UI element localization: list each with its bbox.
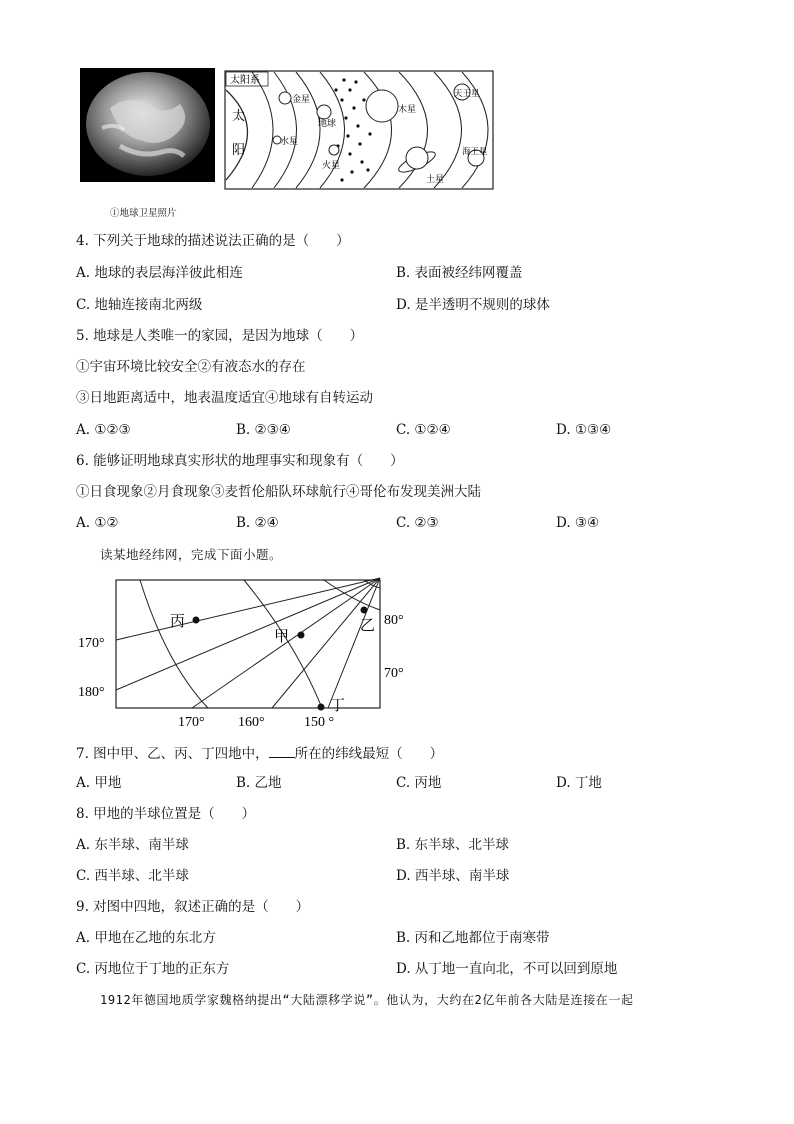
solar-system-diagram	[224, 70, 494, 190]
q6-option-d[interactable]: D. ③④	[556, 515, 600, 531]
planet-mars: 火星	[322, 160, 341, 170]
question-7-stem	[76, 743, 443, 763]
earth-image	[80, 68, 215, 182]
q5-option-b[interactable]: B. ②③④	[236, 422, 291, 438]
planet-saturn: 土星	[426, 174, 445, 184]
solar-system-svg	[224, 70, 494, 190]
solar-title: 太阳系	[230, 75, 260, 86]
q7-stem-pre: 7. 图中甲、乙、丙、丁四地中，	[76, 746, 269, 762]
passage-intro: 1912年德国地质学家魏格纳提出“大陆漂移学说”。他认为，大约在2亿年前各大陆是连接在一起	[100, 993, 634, 1007]
q7-option-c[interactable]: C. 丙地	[396, 775, 442, 791]
q8-option-b[interactable]: B. 东半球、北半球	[396, 837, 510, 853]
q7-option-b[interactable]: B. 乙地	[236, 775, 282, 791]
earth-satellite-photo	[80, 68, 215, 182]
question-4-stem: 4. 下列关于地球的描述说法正确的是（ ）	[76, 233, 350, 249]
planet-jupiter: 木星	[398, 104, 417, 114]
sun-char-1: 太	[232, 108, 246, 123]
right-label-80: 80°	[384, 613, 404, 628]
planet-mercury: 水星	[280, 136, 299, 146]
q9-option-d[interactable]: D. 从丁地一直向北，不可以回到原地	[396, 961, 618, 977]
q5-option-c[interactable]: C. ①②④	[396, 422, 451, 438]
left-label-170: 170°	[78, 636, 105, 651]
q4-option-c[interactable]: C. 地轴连接南北两级	[76, 297, 203, 313]
q4-option-d[interactable]: D. 是半透明不规则的球体	[396, 297, 550, 313]
left-label-180: 180°	[78, 685, 105, 700]
q6-option-c[interactable]: C. ②③	[396, 515, 439, 531]
q5-option-d[interactable]: D. ①③④	[556, 422, 612, 438]
q9-option-a[interactable]: A. 甲地在乙地的东北方	[76, 930, 216, 946]
point-jia-label: 甲	[274, 629, 290, 645]
q5-statement-1: ①宇宙环境比较安全②有液态水的存在	[76, 359, 306, 375]
q7-option-a[interactable]: A. 甲地	[76, 775, 122, 791]
graticule-map	[76, 574, 416, 734]
planet-venus: 金星	[292, 94, 311, 104]
point-yi-label: 乙	[360, 618, 376, 634]
question-5-stem: 5. 地球是人类唯一的家园，是因为地球（ ）	[76, 328, 364, 344]
planet-earth: 地球	[318, 118, 337, 128]
planet-neptune: 海王星	[462, 146, 488, 156]
q8-option-a[interactable]: A. 东半球、南半球	[76, 837, 189, 853]
q4-option-a[interactable]: A. 地球的表层海洋彼此相连	[76, 265, 243, 281]
point-bing-label: 丙	[170, 614, 186, 630]
q6-statement: ①日食现象②月食现象③麦哲伦船队环球航行④哥伦布发现美洲大陆	[76, 484, 481, 500]
sun-char-2: 阳	[232, 142, 246, 157]
q6-option-b[interactable]: B. ②④	[236, 515, 279, 531]
graticule-svg	[76, 574, 416, 734]
q8-option-d[interactable]: D. 西半球、南半球	[396, 868, 510, 884]
figure-caption: ①地球卫星照片	[110, 208, 177, 219]
bottom-label-160: 160°	[238, 715, 265, 730]
q8-option-c[interactable]: C. 西半球、北半球	[76, 868, 189, 884]
q7-option-d[interactable]: D. 丁地	[556, 775, 602, 791]
q7-stem-post: 所在的纬线最短（ ）	[294, 746, 444, 762]
q7-blank[interactable]	[269, 743, 295, 758]
question-8-stem: 8. 甲地的半球位置是（ ）	[76, 806, 256, 822]
question-9-stem: 9. 对图中四地，叙述正确的是（ ）	[76, 899, 310, 915]
q5-option-a[interactable]: A. ①②③	[76, 422, 131, 438]
q5-statement-2: ③日地距离适中，地表温度适宜④地球有自转运动	[76, 390, 373, 406]
q9-option-b[interactable]: B. 丙和乙地都位于南寒带	[396, 930, 550, 946]
map-intro: 读某地经纬网，完成下面小题。	[100, 547, 283, 562]
q4-option-b[interactable]: B. 表面被经纬网覆盖	[396, 265, 523, 281]
q6-option-a[interactable]: A. ①②	[76, 515, 119, 531]
right-label-70: 70°	[384, 666, 404, 681]
point-ding-label: 丁	[330, 698, 346, 714]
planet-uranus: 天王星	[454, 88, 480, 98]
bottom-label-150: 150 °	[304, 715, 335, 730]
bottom-label-170: 170°	[178, 715, 205, 730]
question-6-stem: 6. 能够证明地球真实形状的地理事实和现象有（ ）	[76, 453, 404, 469]
q9-option-c[interactable]: C. 丙地位于丁地的正东方	[76, 961, 230, 977]
